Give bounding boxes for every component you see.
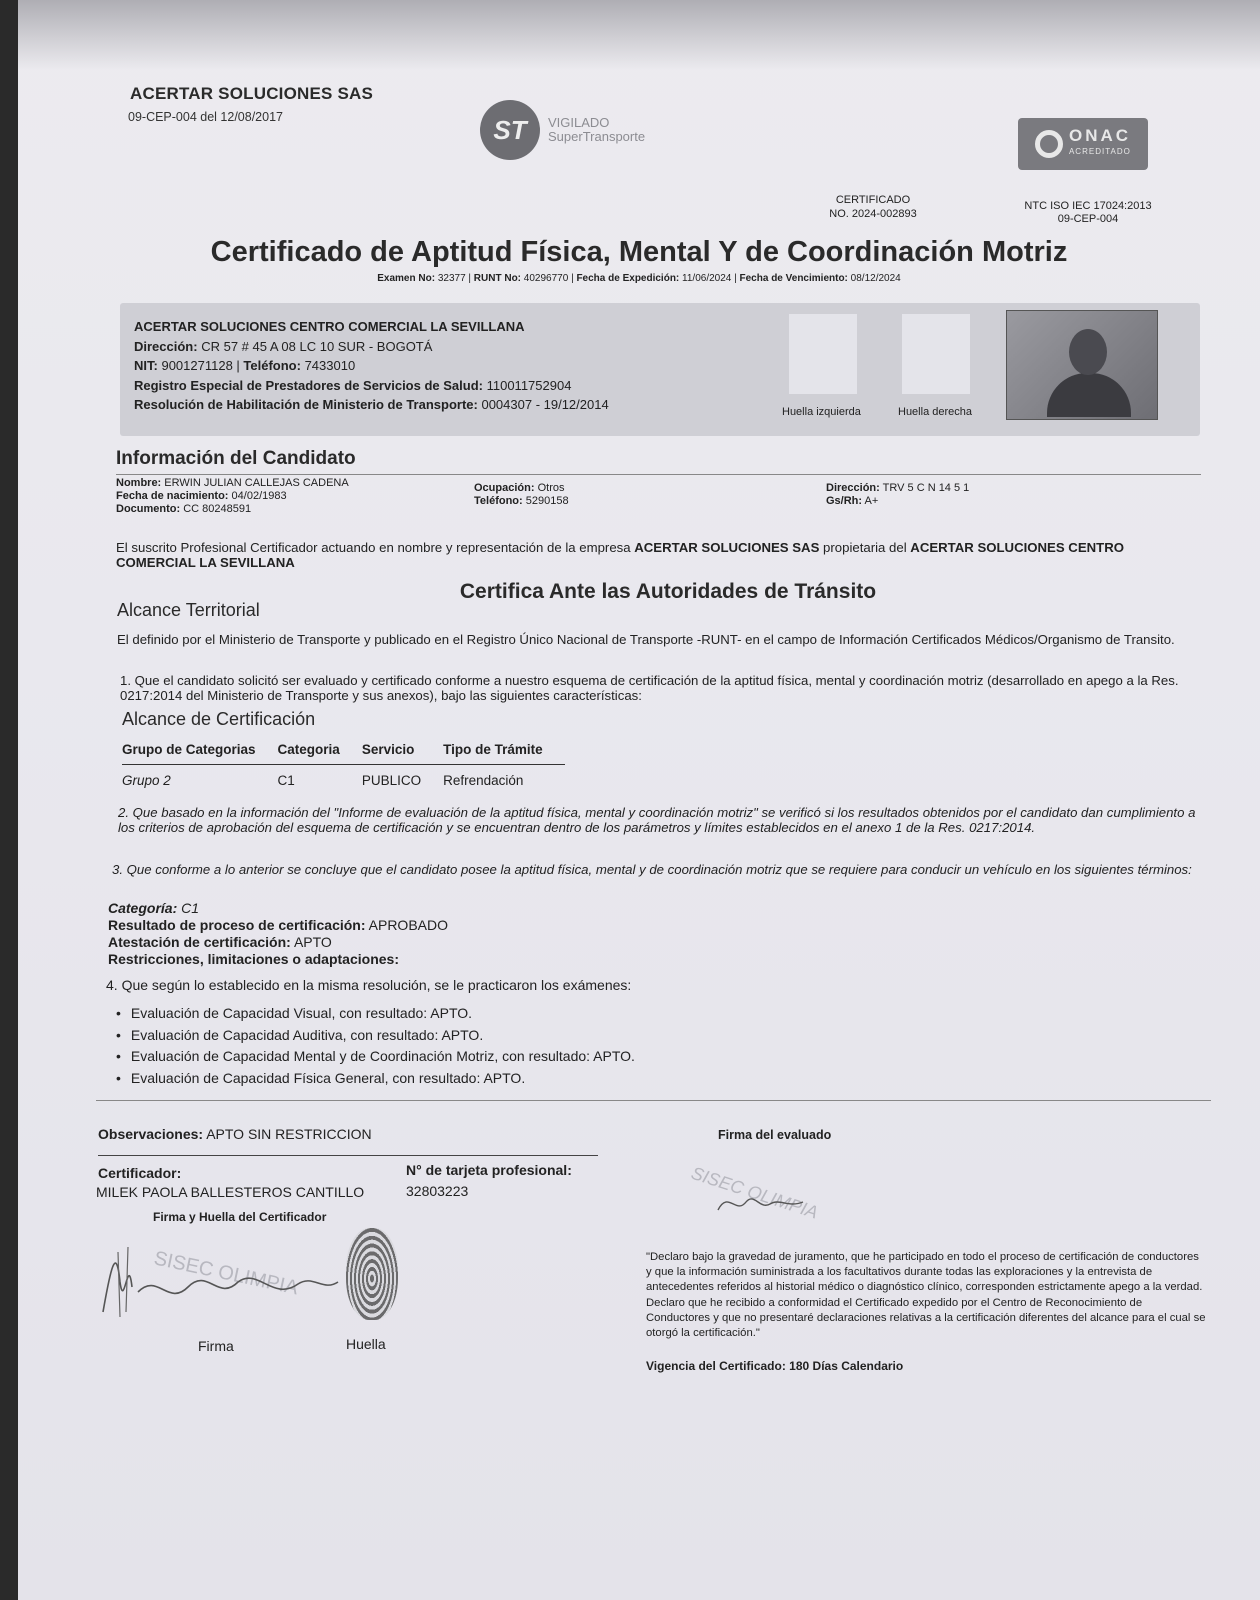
right-fingerprint-box <box>902 314 970 394</box>
company-name: ACERTAR SOLUCIONES SAS <box>130 84 374 103</box>
resultado-label: Resultado de proceso de certificación: <box>108 917 366 933</box>
firma-evaluado-label: Firma del evaluado <box>718 1128 832 1142</box>
center-direccion-label: Dirección: <box>134 338 198 354</box>
categoria-label: Categoría: <box>108 900 178 916</box>
category-table <box>122 738 565 788</box>
resultado-value: APROBADO <box>368 917 448 933</box>
examen-label: Examen No: <box>377 273 436 284</box>
onac-text: ONAC <box>1068 126 1132 145</box>
vigencia-value: 180 Días Calendario <box>789 1359 904 1373</box>
observaciones <box>98 1126 372 1142</box>
photo-head-shape <box>1069 329 1107 375</box>
left-fingerprint-label: Huella izquierda <box>782 406 861 418</box>
center-nit-label: NIT: <box>134 358 158 373</box>
candidate-photo <box>1006 310 1158 420</box>
suscrito-company: ACERTAR SOLUCIONES SAS <box>634 540 820 555</box>
nacimiento-value: 04/02/1983 <box>231 490 287 502</box>
certificate-label: CERTIFICADO <box>835 194 911 206</box>
page-shadow <box>18 0 1260 70</box>
gsrh-value: A+ <box>864 495 879 507</box>
onac-ring-icon <box>1035 130 1063 158</box>
definido-paragraph: El definido por el Ministerio de Transporte y publicado en el Registro Único Nacional de Transporte -RUNT- en el campo de Información Certificados Médicos/Organismo de Transito. <box>117 632 1175 647</box>
st-logo-icon: ST <box>480 100 540 160</box>
certificador-divider <box>98 1155 598 1156</box>
table-cell: Refrendación <box>443 773 524 788</box>
list-item: • Evaluación de Capacidad Mental y de Coordinación Motriz, con resultado: APTO. <box>116 1046 635 1068</box>
table-header: Tipo de Trámite <box>443 738 565 765</box>
center-info: ACERTAR SOLUCIONES CENTRO COMERCIAL LA SEVILLANA Dirección: CR 57 # 45 A 08 LC 10 SUR - BOGOTÁ NIT: 9001271128 | Teléfono: 7433010 Registro Especial de Prestadores de Servicios de Salud: 110011752904 Resolución de Habilitación de Ministerio de Transporte: 0004307 - 19/12/2014 <box>134 319 609 412</box>
evaluado-signature <box>688 1160 888 1230</box>
table-header: Categoria <box>278 738 362 765</box>
certifica-heading: Certifica Ante las Autoridades de Tránsito <box>459 580 877 603</box>
table-header-row <box>122 738 565 765</box>
right-fingerprint-label: Huella derecha <box>898 406 972 418</box>
ocupacion-label: Ocupación: <box>474 482 535 494</box>
st-logo-line1: VIGILADO <box>548 115 610 130</box>
tarjeta-number: 32803223 <box>406 1183 469 1199</box>
center-resolucion-value: 0004307 - 19/12/2014 <box>481 397 609 412</box>
atestacion-label: Atestación de certificación: <box>108 934 291 950</box>
candidate-direccion-value: TRV 5 C N 14 5 1 <box>882 482 970 494</box>
center-direccion-value: CR 57 # 45 A 08 LC 10 SUR - BOGOTÁ <box>201 338 433 354</box>
gsrh-label: Gs/Rh: <box>826 495 863 507</box>
exams-list <box>116 1003 635 1089</box>
alcance-territorial-heading: Alcance Territorial <box>117 600 260 620</box>
documento-label: Documento: <box>116 503 181 515</box>
ntc-code: 09-CEP-004 <box>1057 213 1119 225</box>
firma-huella-label: Firma y Huella del Certificador <box>153 1210 327 1224</box>
point-3: 3. Que conforme a lo anterior se concluye que el candidato posee la aptitud física, mental y de coordinación motriz que se requiere para conducir un vehículo en los siguientes términos: <box>112 862 1192 877</box>
candidate-direccion-label: Dirección: <box>826 482 880 494</box>
runt-value: 40296770 <box>523 273 569 284</box>
vigencia <box>646 1359 903 1373</box>
table-cell: C1 <box>277 773 295 788</box>
point-4: 4. Que según lo establecido en la misma resolución, se le practicaron los exámenes: <box>106 977 632 993</box>
center-registro-label: Registro Especial de Prestadores de Servicios de Salud: <box>134 377 483 393</box>
left-fingerprint-box <box>789 314 857 394</box>
center-nit-value: 9001271128 <box>161 358 233 373</box>
evaluado-stamp-text: SISEC OLIMPIA <box>688 1162 821 1223</box>
company-code: 09-CEP-004 del 12/08/2017 <box>128 110 283 124</box>
onac-logo <box>1018 118 1148 170</box>
results-block <box>108 900 448 968</box>
ocupacion-value: Otros <box>537 482 565 494</box>
table-cell: Grupo 2 <box>122 773 171 788</box>
nacimiento-label: Fecha de nacimiento: <box>116 490 229 502</box>
suscrito-center: ACERTAR SOLUCIONES CENTRO COMERCIAL LA SEVILLANA <box>116 540 1124 570</box>
nombre-label: Nombre: <box>116 477 162 489</box>
candidate-heading: Información del Candidato <box>116 448 356 469</box>
fingerprint-icon <box>346 1228 398 1320</box>
suscrito-paragraph <box>116 540 1196 570</box>
declaration-text: "Declaro bajo la gravedad de juramento, que he participado en todo el proceso de certificación de conductores y que la información suministrada a los facultativos durante todas las exploraciones y la entrevista de antecedentes referidos al historial médico o diagnóstico clínico, corresponden estrictamente apego a la verdad. Declaro que he recibido a conformidad el Certificado expedido por el Centro de Reconocimiento de Conductores y que no presentaré declaraciones relativas a la certificación diferentes del alcance para el cual se otorgó la certificación." <box>646 1251 1206 1340</box>
center-name: ACERTAR SOLUCIONES CENTRO COMERCIAL LA SEVILLANA <box>134 319 525 334</box>
certificador-label: Certificador: <box>98 1165 182 1181</box>
candidate-telefono-label: Teléfono: <box>474 495 523 507</box>
table-cell: PUBLICO <box>361 773 422 788</box>
candidate-col-3 <box>826 482 969 508</box>
atestacion-value: APTO <box>293 934 332 950</box>
center-registro-value: 110011752904 <box>486 377 572 393</box>
st-logo-line2: SuperTransporte <box>548 129 646 144</box>
expedicion-value: 11/06/2024 <box>682 273 732 284</box>
center-telefono-label: Teléfono: <box>243 358 301 373</box>
onac-sub: ACREDITADO <box>1068 147 1131 156</box>
ntc-block <box>1008 200 1168 226</box>
vencimiento-value: 08/12/2024 <box>850 273 901 284</box>
list-item: • Evaluación de Capacidad Física General, con resultado: APTO. <box>116 1068 635 1090</box>
suscrito-pre: El suscrito Profesional Certificador actuando en nombre y representación de la empresa <box>116 540 635 555</box>
certificate-page <box>18 0 1260 1600</box>
observaciones-value: APTO SIN RESTRICCION <box>206 1126 372 1142</box>
point-1: 1. Que el candidato solicitó ser evaluado y certificado conforme a nuestro esquema de certificación de la aptitud física, mental y coordinación motriz (desarrollado en apego a la Res. 0217:2014 del Ministerio de Transporte y sus anexos), bajo las siguientes características: <box>120 673 1179 703</box>
runt-label: RUNT No: <box>473 273 522 284</box>
st-logo-text <box>548 116 645 144</box>
center-resolucion-label: Resolución de Habilitación de Ministerio de Transporte: <box>134 397 478 412</box>
candidate-divider <box>116 474 1201 475</box>
photo-body-shape <box>1047 373 1131 417</box>
tarjeta-label: N° de tarjeta profesional: <box>406 1162 572 1178</box>
certificador-stamp-text: SISEC OLIMPIA <box>151 1247 301 1300</box>
certificador-name: MILEK PAOLA BALLESTEROS CANTILLO <box>96 1184 365 1200</box>
vencimiento-label: Fecha de Vencimiento: <box>739 273 848 284</box>
point-2: 2. Que basado en la información del "Informe de evaluación de la aptitud física, mental y coordinación motriz" se verificó si los resultados obtenidos por el candidato dan cumplimiento a los criterios de aprobación del esquema de certificación y se encuentran dentro de los parámetros y límites establecidos en el anexo 1 de la Res. 0217:2014. <box>118 805 1196 835</box>
vigencia-label: Vigencia del Certificado: <box>646 1359 786 1373</box>
candidate-col-2 <box>474 482 569 508</box>
examen-value: 32377 <box>437 273 466 284</box>
list-item: • Evaluación de Capacidad Auditiva, con resultado: APTO. <box>116 1025 635 1047</box>
footer-divider <box>96 1100 1211 1101</box>
huella-label: Huella <box>346 1336 386 1352</box>
ntc-standard: NTC ISO IEC 17024:2013 <box>1024 200 1152 212</box>
center-telefono-value: 7433010 <box>304 358 356 373</box>
firma-label: Firma <box>198 1338 234 1354</box>
table-row <box>122 765 565 789</box>
certificate-number: NO. 2024-002893 <box>829 208 917 220</box>
categoria-value: C1 <box>181 900 200 916</box>
list-item: • Evaluación de Capacidad Visual, con resultado: APTO. <box>116 1003 635 1025</box>
exam-metadata: Examen No: 32377 | RUNT No: 40296770 | Fecha de Expedición: 11/06/2024 | Fecha de Vencimiento: 08/12/2024 <box>377 273 901 284</box>
candidate-col-1 <box>116 477 349 516</box>
alcance-certificacion-heading: Alcance de Certificación <box>122 709 316 729</box>
table-header: Grupo de Categorias <box>122 738 278 765</box>
nombre-value: ERWIN JULIAN CALLEJAS CADENA <box>164 477 349 489</box>
supertransporte-logo <box>480 100 645 160</box>
certificador-signature <box>98 1232 358 1332</box>
documento-value: CC 80248591 <box>183 503 252 515</box>
candidate-telefono-value: 5290158 <box>525 495 569 507</box>
observaciones-label: Observaciones: <box>98 1126 204 1142</box>
table-header: Servicio <box>362 738 443 765</box>
restricciones-label: Restricciones, limitaciones o adaptaciones: <box>108 951 399 967</box>
suscrito-mid: propietaria del <box>819 540 911 555</box>
document-title: Certificado de Aptitud Física, Mental Y de Coordinación Motriz <box>210 236 1068 268</box>
certificate-number-block <box>818 193 928 221</box>
expedicion-label: Fecha de Expedición: <box>576 273 680 284</box>
